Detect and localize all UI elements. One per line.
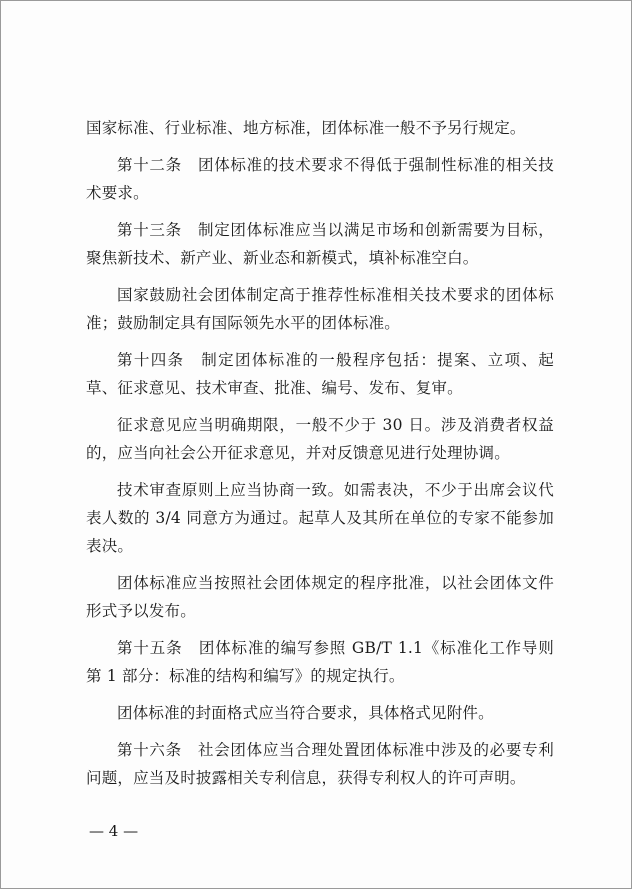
paragraph: 第十二条 团体标准的技术要求不得低于强制性标准的相关技术要求。 <box>86 156 554 202</box>
paragraph: 征求意见应当明确期限，一般不少于 30 日。涉及消费者权益的，应当向社会公开征求意见，并对反馈意见进行处理协调。 <box>86 416 554 462</box>
paragraph: 第十六条 社会团体应当合理处置团体标准中涉及的必要专利问题，应当及时披露相关专利信息，获得专利权人的许可声明。 <box>86 741 554 787</box>
paragraph: 第十三条 制定团体标准应当以满足市场和创新需要为目标，聚焦新技术、新产业、新业态和新模式，填补标准空白。 <box>86 221 554 267</box>
paragraph: 团体标准的封面格式应当符合要求，具体格式见附件。 <box>117 704 494 722</box>
paragraph: 国家标准、行业标准、地方标准，团体标准一般不予另行规定。 <box>86 119 526 137</box>
paragraph: 技术审查原则上应当协商一致。如需表决，不少于出席会议代表人数的 3/4 同意方为通过。起草人及其所在单位的专家不能参加表决。 <box>86 481 554 555</box>
paragraph: 团体标准应当按照社会团体规定的程序批准，以社会团体文件形式予以发布。 <box>86 574 554 620</box>
document-body <box>86 114 570 801</box>
paragraph: 第十四条 制定团体标准的一般程序包括：提案、立项、起草、征求意见、技术审查、批准、编号、发布、复审。 <box>86 351 554 397</box>
paragraph: 第十五条 团体标准的编写参照 GB/T 1.1《标准化工作导则 第 1 部分：标准的结构和编写》的规定执行。 <box>86 639 570 685</box>
paragraph: 国家鼓励社会团体制定高于推荐性标准相关技术要求的团体标准；鼓励制定具有国际领先水平的团体标准。 <box>86 286 554 332</box>
page-number: — 4 — <box>89 822 139 840</box>
